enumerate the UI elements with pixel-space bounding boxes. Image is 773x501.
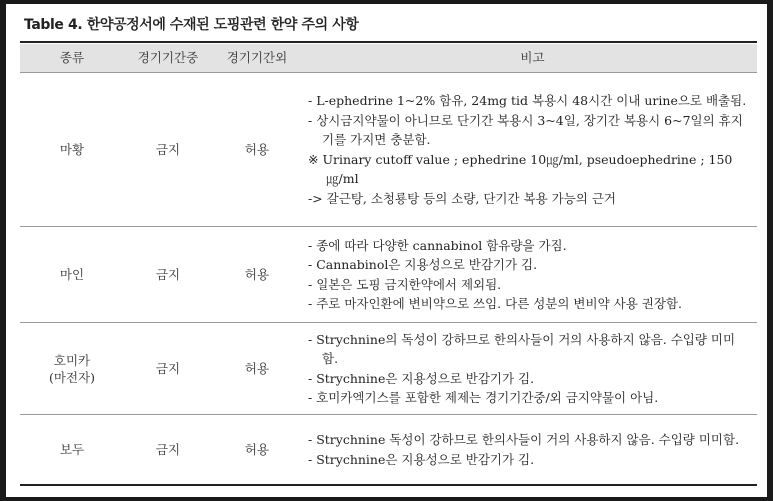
in-competition-status: 금지 <box>155 267 181 282</box>
remark-item: - L-ephedrine 1~2% 함유, 24mg tid 복용시 48시간 이내 urine으로 배출됨. <box>308 93 747 108</box>
table-caption: Table 4. 한약공정서에 수재된 도핑관련 한약 주의 사항 <box>24 17 359 33</box>
table-row <box>20 415 757 486</box>
table-row <box>20 323 757 415</box>
remark-item: - 종에 따라 다양한 cannabinol 함유량을 가짐. <box>308 237 567 253</box>
table-figure <box>6 4 767 497</box>
header-out-competition: 경기기간외 <box>226 50 288 65</box>
table-header <box>20 44 757 73</box>
out-competition-status: 허용 <box>244 442 270 457</box>
herb-name: 보두 <box>59 442 85 457</box>
remark-item: - Strychnine은 지용성으로 반감기가 김. <box>308 370 535 386</box>
remark-item: -> 갈근탕, 소청룡탕 등의 소량, 단기간 복용 가능의 근거 <box>308 190 617 206</box>
header-remarks: 비고 <box>520 50 545 65</box>
remark-item: - 주로 마자인환에 변비약으로 쓰임. 다른 성분의 변비약 사용 권장함. <box>308 296 682 311</box>
herb-name: 마황 <box>59 142 85 157</box>
remark-item: - Cannabinol은 지용성으로 반감기가 김. <box>308 257 538 272</box>
remark-item: - 상시금지약물이 아니므로 단기간 복용시 3~4일, 장기간 복용시 6~7일의 휴지기를 가지면 충분함. <box>308 112 743 147</box>
header-in-competition: 경기기간중 <box>137 50 199 65</box>
table-row <box>20 227 757 323</box>
table-row <box>20 73 757 227</box>
in-competition-status: 금지 <box>155 142 181 157</box>
out-competition-status: 허용 <box>244 142 270 157</box>
remarks-list <box>308 415 751 484</box>
remark-item: - Strychnine은 지용성으로 반감기가 김. <box>308 451 535 467</box>
in-competition-status: 금지 <box>155 442 181 457</box>
in-competition-status: 금지 <box>155 361 181 376</box>
remark-item: - Strychnine의 독성이 강하므로 한의사들이 거의 사용하지 않음. 수입량 미미함. <box>308 331 736 366</box>
out-competition-status: 허용 <box>244 267 270 282</box>
herb-name: 호미카 (마전자) <box>49 352 95 385</box>
remarks-list <box>308 73 751 226</box>
remarks-list <box>308 227 751 322</box>
remark-item: - 일본은 도핑 금지한약에서 제외됨. <box>308 276 502 292</box>
out-competition-status: 허용 <box>244 361 270 376</box>
remarks-list <box>308 323 751 414</box>
remark-item: - Strychnine 독성이 강하므로 한의사들이 거의 사용하지 않음. 수입량 미미함. <box>308 432 740 447</box>
table-top-rule <box>20 41 757 43</box>
header-type: 종류 <box>59 50 85 65</box>
remark-item: - 호미카엑기스를 포함한 제제는 경기기간중/외 금지약물이 아님. <box>308 390 659 405</box>
remark-item: ※ Urinary cutoff value ; ephedrine 10㎍/ml, pseudoephedrine ; 150㎍/ml <box>308 151 733 186</box>
herb-name: 마인 <box>59 267 85 282</box>
